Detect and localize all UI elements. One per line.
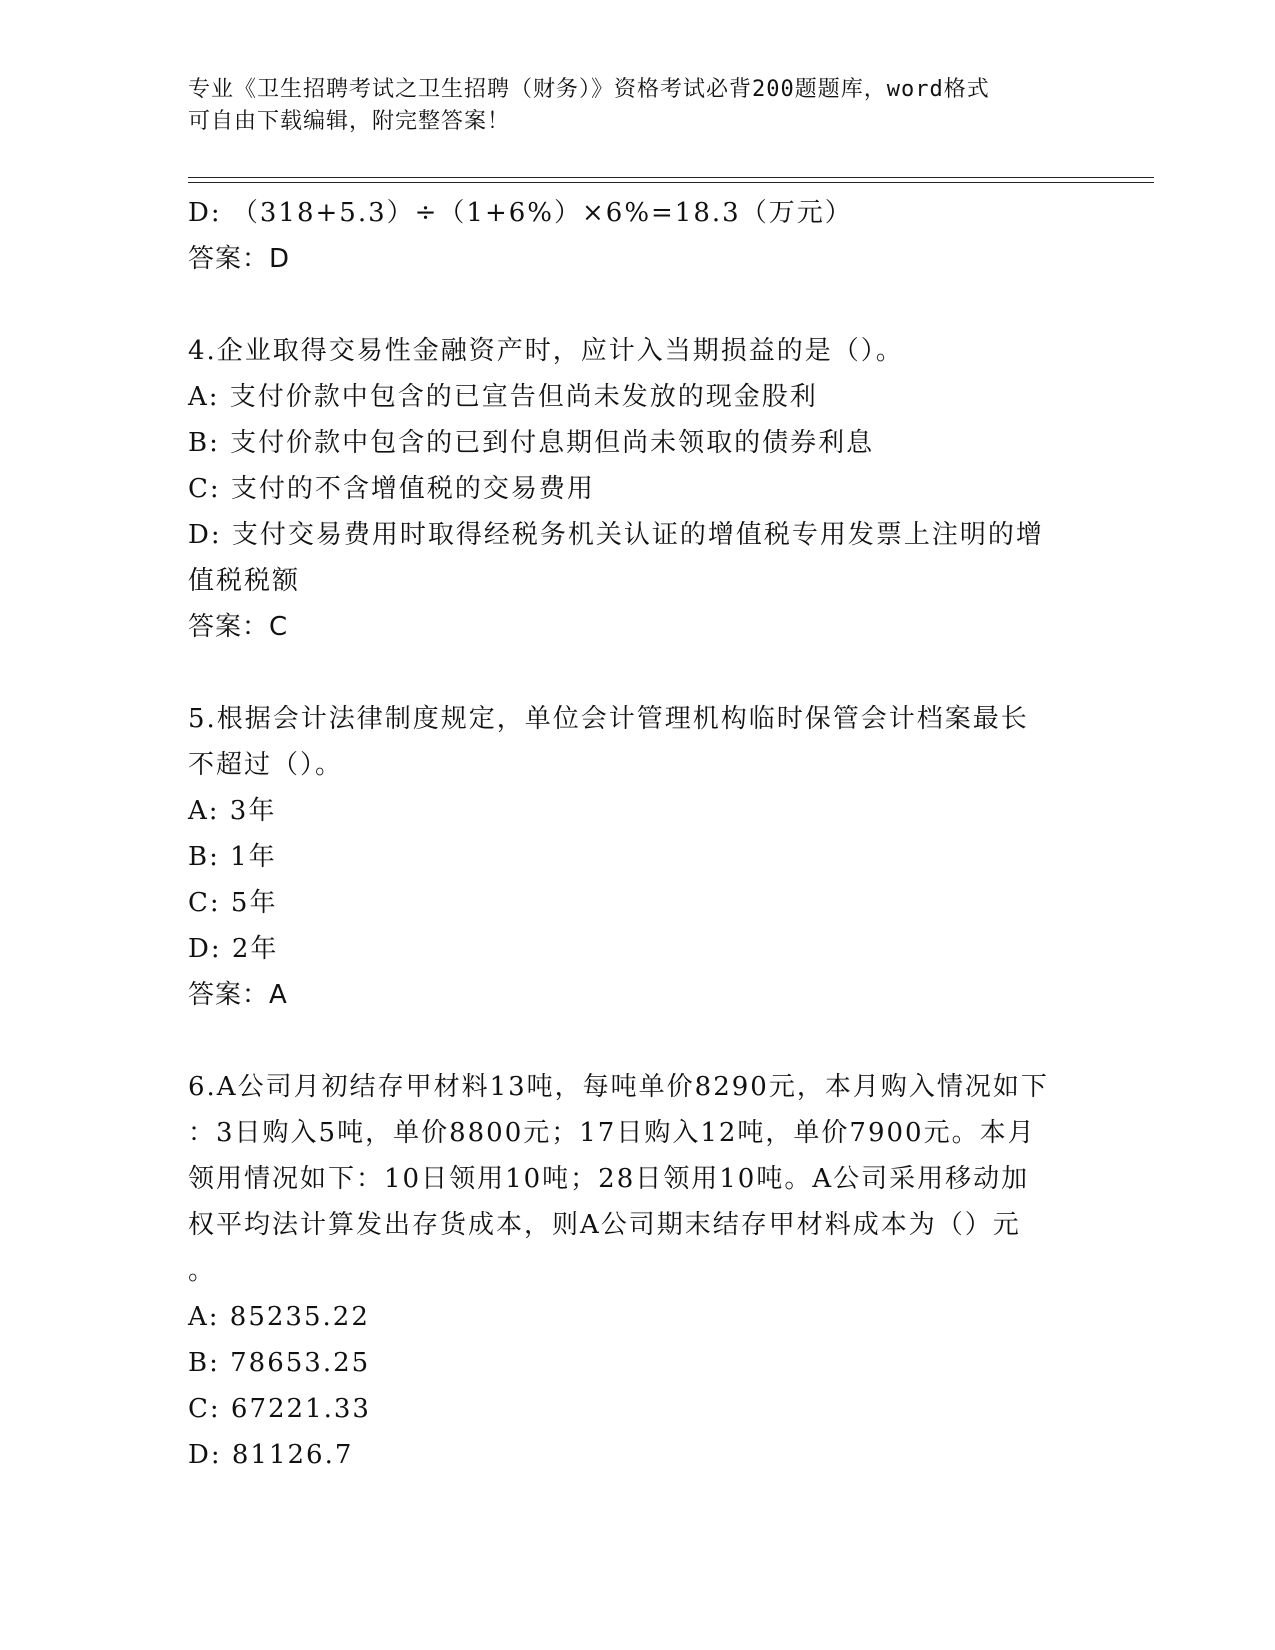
- q6-stem-line-1: 6.A公司月初结存甲材料13吨，每吨单价8290元，本月购入情况如下: [188, 1072, 1049, 1102]
- q4-option-a: A: 支付价款中包含的已宣告但尚未发放的现金股利: [188, 382, 818, 412]
- q5-answer: 答案：A: [188, 980, 288, 1010]
- spacer: [188, 650, 1088, 696]
- q6-option-a: A: 85235.22: [188, 1302, 370, 1332]
- q4-option-d-line-1: D: 支付交易费用时取得经税务机关认证的增值税专用发票上注明的增: [188, 520, 1044, 550]
- header-title-line-1: 专业《卫生招聘考试之卫生招聘（财务）》资格考试必背200题题库，word格式: [188, 77, 990, 102]
- q4-option-b: B: 支付价款中包含的已到付息期但尚未领取的债券利息: [188, 428, 875, 458]
- q5-option-b: B: 1年: [188, 842, 277, 872]
- q5-option-a: A: 3年: [188, 796, 277, 826]
- q4-option-d-line-2: 值税税额: [188, 566, 301, 596]
- q6-stem-line-2: ：3日购入5吨，单价8800元；17日购入12吨，单价7900元。本月: [188, 1118, 1036, 1148]
- q5-stem-line-1: 5.根据会计法律制度规定，单位会计管理机构临时保管会计档案最长: [188, 704, 1029, 734]
- q4-answer: 答案：C: [188, 612, 289, 642]
- q6-option-b: B: 78653.25: [188, 1348, 371, 1378]
- q5-stem-line-2: 不超过（）。: [188, 750, 344, 780]
- q6-option-c: C: 67221.33: [188, 1394, 371, 1424]
- q5-option-c: C: 5年: [188, 888, 278, 918]
- question-3: [188, 190, 1088, 282]
- q4-option-c: C: 支付的不含增值税的交易费用: [188, 474, 595, 504]
- q5-option-d: D: 2年: [188, 934, 279, 964]
- question-4: [188, 328, 1088, 650]
- question-6: [188, 1064, 1088, 1478]
- question-5: [188, 696, 1088, 1018]
- header-divider-top: [188, 177, 1154, 178]
- header-title-line-2: 可自由下载编辑，附完整答案！: [188, 109, 511, 134]
- q4-stem: 4.企业取得交易性金融资产时，应计入当期损益的是（）。: [188, 336, 904, 366]
- q6-stem-line-4: 权平均法计算发出存货成本，则A公司期末结存甲材料成本为（）元: [188, 1210, 1021, 1240]
- q3-option-d: D: （318+5.3）÷（1+6%）×6%=18.3（万元）: [188, 198, 853, 228]
- spacer: [188, 282, 1088, 328]
- q6-option-d: D: 81126.7: [188, 1440, 354, 1470]
- question-list: [188, 190, 1088, 1478]
- spacer: [188, 1018, 1088, 1064]
- q3-answer: 答案：D: [188, 244, 291, 274]
- q6-stem-line-5: 。: [188, 1256, 217, 1286]
- q6-stem-line-3: 领用情况如下：10日领用10吨；28日领用10吨。A公司采用移动加: [188, 1164, 1030, 1194]
- document-header: [188, 74, 1068, 138]
- header-divider-bottom: [188, 182, 1154, 183]
